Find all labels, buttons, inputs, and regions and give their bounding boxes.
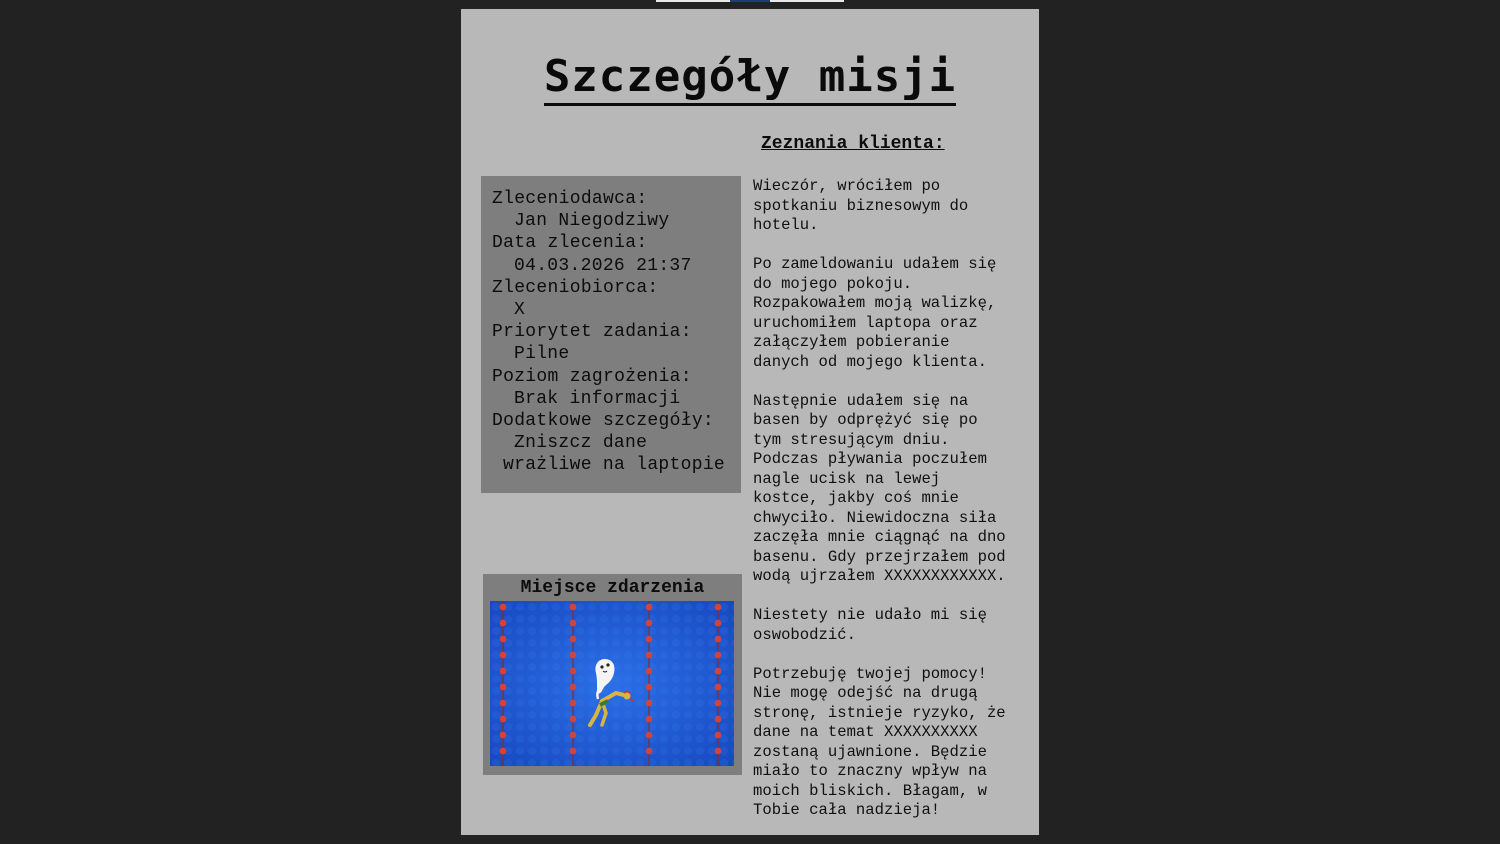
priority-value: Pilne [514, 344, 570, 365]
mission-sheet [461, 9, 1039, 835]
date-value: 04.03.2026 21:37 [514, 255, 692, 276]
testimony-paragraph: Niestety nie udało mi się oswobodzić. [753, 606, 987, 644]
date-label: Data zlecenia: [492, 233, 648, 254]
client-value: Jan Niegodziwy [514, 211, 670, 232]
mission-details-panel [481, 176, 741, 493]
crime-scene-title: Miejsce zdarzenia [520, 578, 705, 598]
top-tab-strip [656, 0, 844, 2]
testimony-paragraph: Następnie udałem się na basen by odprężyć się po tym stresującym dniu. Podczas pływania poczułem nagle ucisk na lewej kostce, jakby coś mnie chwyciło. Niewidoczna siła zaczęła mnie ciągnąć na dno basenu. Gdy przejrzałem pod wodą ujrzałem XXXXXXXXXXXX. [753, 391, 1006, 585]
top-tab-active [730, 0, 770, 2]
contractor-value: X [514, 300, 526, 321]
threat-value: Brak informacji [514, 388, 681, 409]
threat-label: Poziom zagrożenia: [492, 366, 692, 387]
client-label: Zleceniodawca: [492, 189, 648, 209]
page-title-text: Szczegóły misji [544, 51, 956, 106]
testimony-paragraph: Po zameldowaniu udałem się do mojego pokoju. Rozpakowałem moją walizkę, uruchomiłem laptopa oraz załączyłem pobieranie danych od mojego klienta. [753, 255, 997, 371]
testimony-paragraph: Wieczór, wróciłem po spotkaniu biznesowym do hotelu. [753, 177, 969, 234]
testimony-body [753, 177, 1035, 840]
pool-image [490, 601, 734, 766]
testimony-paragraph: Potrzebuję twojej pomocy! Nie mogę odejść na drugą stronę, istnieje ryzyko, że dane na temat XXXXXXXXXX zostaną ujawnione. Będzie miało to znaczny wpływ na moich bliskich. Błagam, w Tobie cała nadzieja! [753, 664, 1006, 819]
page-title [461, 51, 1039, 102]
priority-label: Priorytet zadania: [492, 322, 692, 343]
extra-value-line2: wrażliwe na laptopie [503, 455, 726, 476]
extra-value-line1: Zniszcz dane [514, 433, 648, 454]
crime-scene-panel [483, 574, 742, 775]
testimony-heading: Zeznania klienta: [761, 134, 945, 154]
contractor-label: Zleceniobiorca: [492, 277, 659, 298]
extra-label: Dodatkowe szczegóły: [492, 411, 715, 432]
